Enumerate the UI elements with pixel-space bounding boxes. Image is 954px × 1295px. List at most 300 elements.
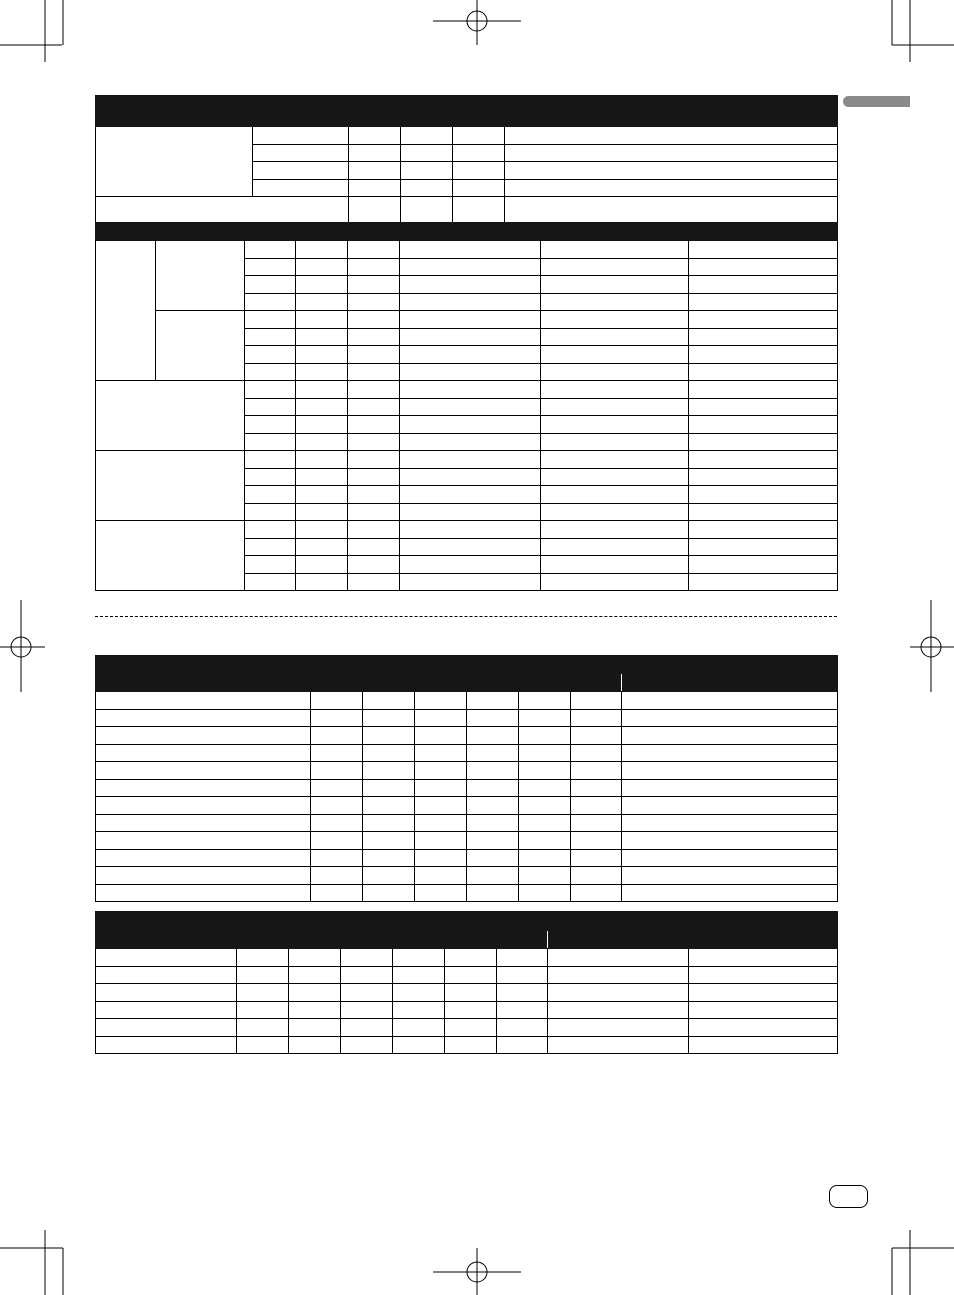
table-cell: [341, 1019, 393, 1037]
table-cell: [622, 709, 838, 727]
table-cell: [541, 503, 689, 521]
table-cell: [311, 779, 363, 797]
table-cell: [96, 832, 311, 850]
table-cell: [445, 1036, 497, 1054]
table-cell: [505, 144, 838, 162]
table-cell: [311, 692, 363, 710]
table-subheader-cell: [311, 674, 467, 692]
table-cell: [519, 797, 571, 815]
table-header-cell: [96, 912, 237, 949]
table-cell: [96, 984, 237, 1002]
table-row: [96, 849, 838, 867]
table-cell: [393, 949, 445, 967]
table-cell: [467, 779, 519, 797]
table-cell: [237, 984, 289, 1002]
table-cell: [400, 293, 541, 311]
table-row: [96, 949, 838, 967]
table-cell: [689, 503, 838, 521]
table-cell: [363, 727, 415, 745]
table-cell: [548, 1001, 689, 1019]
table-cell: [689, 949, 838, 967]
table-cell: [245, 538, 296, 556]
table-1: [95, 95, 838, 224]
table-cell: [467, 692, 519, 710]
table-cell: [245, 328, 296, 346]
table-cell: [445, 1019, 497, 1037]
table-cell: [245, 556, 296, 574]
table-cell: [348, 433, 400, 451]
table-cell: [401, 179, 453, 197]
table-cell: [341, 1036, 393, 1054]
table-cell: [400, 433, 541, 451]
table-cell: [548, 1036, 689, 1054]
table-cell: [348, 346, 400, 364]
table-cell: [393, 966, 445, 984]
table-cell: [96, 744, 311, 762]
table-cell: [415, 797, 467, 815]
table-row: [96, 966, 838, 984]
table-header-cell: [296, 223, 541, 241]
table-cell: [296, 258, 348, 276]
table-cell: [541, 556, 689, 574]
table-cell: [505, 197, 838, 224]
table-cell: [289, 949, 341, 967]
table-cell: [415, 744, 467, 762]
table-cell: [548, 966, 689, 984]
table-cell: [289, 984, 341, 1002]
table-row: [96, 1019, 838, 1037]
table-cell: [689, 468, 838, 486]
table-cell: [96, 127, 253, 197]
table-cell: [348, 503, 400, 521]
table-cell: [245, 241, 296, 259]
table-cell: [689, 984, 838, 1002]
table-cell: [415, 762, 467, 780]
table-cell: [541, 451, 689, 469]
table-cell: [363, 797, 415, 815]
table-cell: [571, 884, 622, 902]
table-cell: [541, 486, 689, 504]
table-cell: [689, 433, 838, 451]
table-cell: [245, 346, 296, 364]
table-cell: [541, 398, 689, 416]
table-3: [95, 655, 838, 902]
table-cell: [571, 762, 622, 780]
table-cell: [245, 416, 296, 434]
table-cell: [349, 179, 401, 197]
table-cell: [541, 276, 689, 294]
table-row: [96, 912, 838, 931]
table-cell: [505, 162, 838, 180]
table-cell: [541, 416, 689, 434]
table-cell: [415, 867, 467, 885]
table-cell: [253, 127, 349, 145]
table-cell: [689, 966, 838, 984]
table-cell: [341, 949, 393, 967]
table-cell: [245, 521, 296, 539]
table-cell: [245, 381, 296, 399]
table-cell: [348, 486, 400, 504]
table-cell: [348, 521, 400, 539]
table-cell: [296, 346, 348, 364]
table-row: [96, 797, 838, 815]
table-cell: [622, 692, 838, 710]
table-cell: [245, 468, 296, 486]
table-row: [96, 867, 838, 885]
table-cell: [311, 709, 363, 727]
table-cell: [237, 1019, 289, 1037]
table-cell: [253, 162, 349, 180]
table-cell: [96, 779, 311, 797]
table-cell: [401, 197, 453, 224]
table-cell: [415, 779, 467, 797]
table-row: [96, 96, 838, 127]
table-cell: [348, 276, 400, 294]
table-cell: [497, 1036, 548, 1054]
table-cell: [467, 814, 519, 832]
table-cell: [689, 1036, 838, 1054]
table-cell: [467, 762, 519, 780]
table-cell: [689, 293, 838, 311]
table-cell: [296, 503, 348, 521]
table-cell: [445, 984, 497, 1002]
table-row: [96, 984, 838, 1002]
table-cell: [548, 984, 689, 1002]
table-cell: [415, 814, 467, 832]
table-cell: [497, 984, 548, 1002]
table-cell: [237, 966, 289, 984]
table-cell: [689, 573, 838, 591]
table-cell: [541, 241, 689, 259]
table-cell: [497, 1019, 548, 1037]
table-cell: [296, 486, 348, 504]
table-cell: [400, 538, 541, 556]
table-cell: [571, 727, 622, 745]
table-cell: [467, 709, 519, 727]
table-cell: [467, 867, 519, 885]
table-cell: [253, 179, 349, 197]
table-cell: [571, 744, 622, 762]
table-cell: [622, 762, 838, 780]
table-cell: [341, 966, 393, 984]
table-cell: [96, 966, 237, 984]
table-row: [96, 197, 838, 224]
table-cell: [363, 814, 415, 832]
table-row: [96, 127, 838, 145]
table-cell: [296, 451, 348, 469]
table-cell: [245, 258, 296, 276]
table-cell: [96, 692, 311, 710]
table-cell: [341, 1001, 393, 1019]
table-cell: [245, 451, 296, 469]
table-cell: [245, 276, 296, 294]
table-cell: [393, 1036, 445, 1054]
table-cell: [689, 363, 838, 381]
table-cell: [253, 144, 349, 162]
table-cell: [96, 884, 311, 902]
table-cell: [689, 311, 838, 329]
table-cell: [311, 849, 363, 867]
table-cell: [245, 573, 296, 591]
table-cell: [541, 311, 689, 329]
table-cell: [349, 162, 401, 180]
table-cell: [245, 433, 296, 451]
table-cell: [96, 709, 311, 727]
table-cell: [296, 573, 348, 591]
table-cell: [296, 276, 348, 294]
table-cell: [296, 398, 348, 416]
table-row: [96, 814, 838, 832]
table-cell: [415, 832, 467, 850]
table-cell: [519, 692, 571, 710]
table-cell: [400, 416, 541, 434]
table-cell: [415, 692, 467, 710]
table-cell: [519, 867, 571, 885]
table-subheader-cell: [467, 674, 622, 692]
table-row: [96, 832, 838, 850]
table-cell: [519, 744, 571, 762]
table-cell: [348, 398, 400, 416]
table-cell: [296, 311, 348, 329]
table-cell: [393, 1001, 445, 1019]
table-cell: [445, 966, 497, 984]
table-cell: [296, 328, 348, 346]
table-cell: [541, 258, 689, 276]
table-row: [96, 1001, 838, 1019]
table-cell: [400, 311, 541, 329]
table-cell: [363, 867, 415, 885]
table-cell: [445, 1001, 497, 1019]
table-cell: [341, 984, 393, 1002]
table-cell: [96, 797, 311, 815]
table-cell: [363, 744, 415, 762]
table-header-cell: [311, 656, 622, 674]
table-cell: [363, 884, 415, 902]
table-cell: [622, 744, 838, 762]
table-cell: [156, 311, 245, 381]
table-cell: [96, 849, 311, 867]
table-row: [96, 884, 838, 902]
table-cell: [467, 727, 519, 745]
table-cell: [96, 814, 311, 832]
table-cell: [237, 949, 289, 967]
table-cell: [237, 1001, 289, 1019]
table-cell: [348, 416, 400, 434]
table-cell: [348, 538, 400, 556]
table-header-cell: [548, 912, 689, 949]
table-cell: [571, 849, 622, 867]
table-cell: [311, 867, 363, 885]
table-cell: [541, 468, 689, 486]
table-cell: [245, 398, 296, 416]
table-cell: [453, 197, 505, 224]
table-cell: [400, 398, 541, 416]
table-cell: [296, 241, 348, 259]
table-cell: [245, 503, 296, 521]
table-cell: [96, 1036, 237, 1054]
table-cell: [415, 884, 467, 902]
table-cell: [400, 451, 541, 469]
table-cell: [622, 727, 838, 745]
table-cell: [467, 849, 519, 867]
table-cell: [467, 797, 519, 815]
table-cell: [400, 241, 541, 259]
table-row: [96, 779, 838, 797]
table-cell: [571, 867, 622, 885]
table-cell: [571, 814, 622, 832]
table-cell: [348, 451, 400, 469]
table-subheader-cell: [237, 931, 393, 949]
table-cell: [296, 468, 348, 486]
table-cell: [415, 849, 467, 867]
table-cell: [96, 1019, 237, 1037]
table-cell: [348, 258, 400, 276]
table-cell: [622, 779, 838, 797]
table-cell: [349, 127, 401, 145]
table-cell: [401, 144, 453, 162]
table-cell: [400, 346, 541, 364]
table-cell: [689, 521, 838, 539]
table-cell: [348, 573, 400, 591]
table-row: [96, 311, 838, 329]
table-row: [96, 381, 838, 399]
table-cell: [622, 849, 838, 867]
table-cell: [96, 197, 349, 224]
table-cell: [363, 832, 415, 850]
table-row: [96, 709, 838, 727]
table-cell: [689, 416, 838, 434]
table-cell: [689, 1001, 838, 1019]
table-row: [96, 223, 838, 241]
table-row: [96, 744, 838, 762]
table-cell: [622, 867, 838, 885]
table-cell: [541, 538, 689, 556]
table-cell: [453, 127, 505, 145]
table-cell: [400, 556, 541, 574]
table-cell: [349, 144, 401, 162]
table-cell: [689, 398, 838, 416]
table-cell: [505, 179, 838, 197]
table-cell: [689, 381, 838, 399]
table-cell: [400, 486, 541, 504]
table-cell: [689, 451, 838, 469]
table-cell: [245, 311, 296, 329]
table-cell: [363, 849, 415, 867]
table-cell: [400, 503, 541, 521]
table-cell: [400, 381, 541, 399]
table-cell: [96, 762, 311, 780]
table-cell: [348, 381, 400, 399]
table-cell: [245, 486, 296, 504]
table-cell: [96, 727, 311, 745]
table-cell: [311, 727, 363, 745]
table-cell: [445, 949, 497, 967]
table-cell: [349, 197, 401, 224]
table-row: [96, 692, 838, 710]
table-cell: [296, 416, 348, 434]
table-header-cell: [541, 223, 689, 241]
table-cell: [497, 949, 548, 967]
table-header-cell: [349, 96, 505, 127]
table-cell: [689, 538, 838, 556]
table-cell: [541, 433, 689, 451]
table-cell: [622, 884, 838, 902]
table-cell: [363, 709, 415, 727]
table-cell: [497, 966, 548, 984]
table-header-cell: [689, 223, 838, 241]
table-cell: [415, 709, 467, 727]
section-divider: [95, 616, 837, 617]
table-cell: [245, 363, 296, 381]
table-cell: [571, 709, 622, 727]
table-row: [96, 451, 838, 469]
language-tab-marker: [843, 96, 910, 107]
table-2: [95, 222, 838, 591]
table-cell: [400, 468, 541, 486]
table-cell: [296, 556, 348, 574]
table-header-cell: [96, 223, 296, 241]
table-cell: [296, 293, 348, 311]
table-cell: [453, 162, 505, 180]
table-cell: [689, 276, 838, 294]
table-cell: [156, 241, 245, 311]
table-cell: [505, 127, 838, 145]
table-cell: [289, 1019, 341, 1037]
table-cell: [311, 797, 363, 815]
table-cell: [296, 538, 348, 556]
table-cell: [237, 1036, 289, 1054]
table-4: [95, 911, 838, 1054]
table-cell: [541, 573, 689, 591]
table-header-cell: [96, 656, 311, 692]
table-cell: [541, 521, 689, 539]
table-cell: [96, 521, 245, 591]
table-row: [96, 762, 838, 780]
table-cell: [96, 381, 245, 451]
table-cell: [296, 381, 348, 399]
table-cell: [96, 451, 245, 521]
table-cell: [96, 949, 237, 967]
table-cell: [400, 521, 541, 539]
table-cell: [348, 363, 400, 381]
table-cell: [393, 984, 445, 1002]
table-cell: [571, 832, 622, 850]
table-cell: [571, 797, 622, 815]
table-cell: [96, 241, 156, 381]
table-cell: [519, 884, 571, 902]
table-cell: [363, 692, 415, 710]
table-cell: [622, 814, 838, 832]
table-cell: [400, 363, 541, 381]
table-cell: [622, 797, 838, 815]
table-header-cell: [622, 656, 838, 692]
table-cell: [289, 1001, 341, 1019]
table-cell: [348, 293, 400, 311]
table-cell: [541, 363, 689, 381]
table-cell: [541, 346, 689, 364]
table-cell: [541, 293, 689, 311]
table-cell: [519, 832, 571, 850]
table-row: [96, 1036, 838, 1054]
table-cell: [571, 692, 622, 710]
table-cell: [689, 486, 838, 504]
page-number-badge: [829, 1185, 868, 1208]
table-header-cell: [689, 912, 838, 949]
table-cell: [400, 328, 541, 346]
table-cell: [400, 276, 541, 294]
table-cell: [622, 832, 838, 850]
table-cell: [289, 966, 341, 984]
